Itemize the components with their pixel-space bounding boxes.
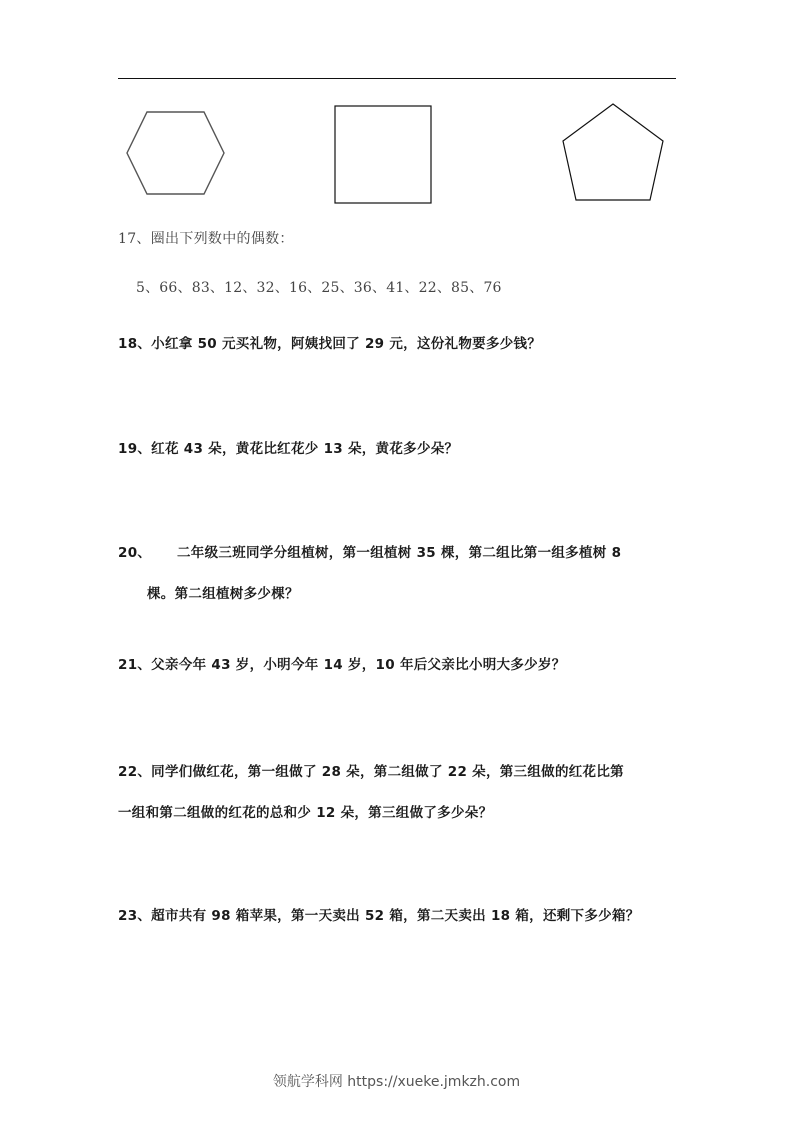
header-rule	[118, 78, 676, 79]
hexagon-shape	[120, 106, 230, 198]
question-19: 19、红花 43 朵，黄花比红花少 13 朵，黄花多少朵？	[118, 441, 459, 457]
question-20-line2: 棵。第二组植树多少棵？	[147, 586, 299, 602]
question-17: 17、圈出下列数中的偶数：	[118, 231, 294, 247]
question-22-line1: 22、同学们做红花，第一组做了 28 朵，第二组做了 22 朵，第三组做的红花比第	[118, 764, 624, 780]
question-22-line2: 一组和第二组做的红花的总和少 12 朵，第三组做了多少朵？	[118, 805, 493, 821]
square-shape	[330, 101, 436, 207]
question-18: 18、小红拿 50 元买礼物，阿姨找回了 29 元，这份礼物要多少钱？	[118, 336, 542, 352]
question-20-number: 20、	[118, 545, 152, 561]
footer-watermark: 领航学科网 https://xueke.jmkzh.com	[272, 1074, 521, 1090]
question-21: 21、父亲今年 43 岁，小明今年 14 岁，10 年后父亲比小明大多少岁？	[118, 657, 566, 673]
question-20-line1: 二年级三班同学分组植树，第一组植树 35 棵，第二组比第一组多植树 8	[177, 545, 622, 561]
question-17-numbers: 5、66、83、12、32、16、25、36、41、22、85、76	[136, 280, 502, 296]
question-23: 23、超市共有 98 箱苹果，第一天卖出 52 箱，第二天卖出 18 箱，还剩下多少箱？	[118, 908, 640, 924]
pentagon-shape	[558, 100, 668, 204]
